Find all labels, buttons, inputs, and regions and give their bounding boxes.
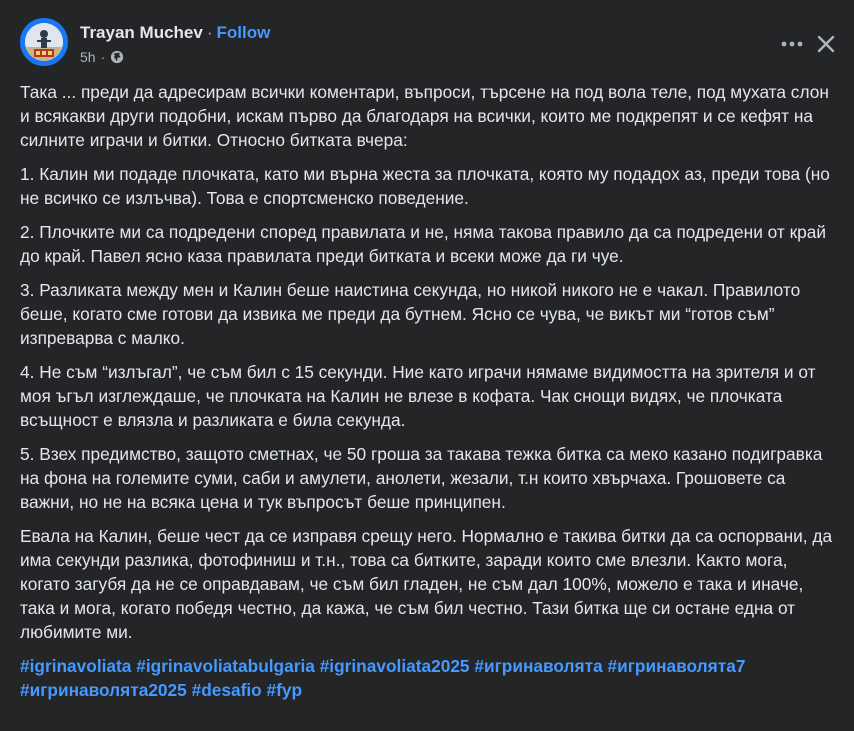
post-meta (80, 48, 124, 66)
author-separator: · (206, 23, 213, 42)
post-paragraph: Евала на Калин, беше чест да се изправя срещу него. Нормално е такива битки да са оспорвани, да има секунди разлика, фотофиниш и т.н., това са битките, заради които сме влезли. Както мога, когато загубя да не се оправдавам, че съм бил гладен, не съм дал 100%, можело е така и иначе, така и мога, когато победя честно, да кажа, че съм бил честно. Тази битка ще си остане една от любимите ми. (20, 526, 833, 642)
post-timestamp[interactable]: 5h (80, 49, 96, 65)
author-name[interactable]: Trayan Muchev (80, 23, 203, 42)
more-options-button[interactable] (774, 28, 810, 60)
hashtag-link[interactable]: #igrinavoliata (20, 656, 132, 676)
hashtag-link[interactable]: #fyp (266, 680, 303, 700)
hashtag-link[interactable]: #igrinavoliata2025 (319, 656, 470, 676)
post-paragraph: 4. Не съм “излъгал”, че съм бил с 15 секунди. Ние като играчи нямаме видимостта на зрителя и от моя ъгъл изглеждаше, че плочката на Калин не влезе в кофата. Чак снощи видях, че плочката всъщност е влязла и разликата е била секунда. (20, 362, 816, 430)
close-button[interactable] (808, 26, 844, 62)
hashtag-list (20, 654, 836, 702)
avatar-image (25, 23, 63, 61)
post-text (20, 80, 836, 702)
post-paragraph: 2. Плочките ми са подредени според правилата и не, няма такова правило да са подредени от край до край. Павел ясно каза правилата преди битката и всеки може да ги чуе. (20, 222, 827, 266)
avatar[interactable] (20, 18, 68, 66)
more-dots-icon (781, 41, 803, 47)
post-paragraph: 5. Взех предимство, защото сметнах, че 50 гроша за такава тежка битка са меко казано подигравка на фона на големите суми, саби и амулети, анолети, жезали, т.н които хвърчаха. Грошовете са важни, но не на всяка цена и тук въпросът беше принципен. (20, 444, 823, 512)
meta-separator: · (100, 49, 106, 65)
avatar-picture (25, 23, 63, 61)
hashtag-link[interactable]: #игринаволята2025 (20, 680, 187, 700)
author-line (80, 22, 270, 44)
post-paragraph: Така ... преди да адресирам всички коментари, въпроси, търсене на под вола теле, под мухата слон и всякакви други подобни, искам първо да благодаря на всички, които ме подкрепят и се кефят на силните играчи и битки. Относно битката вчера: (20, 82, 829, 150)
follow-button[interactable]: Follow (216, 23, 271, 42)
hashtag-link[interactable]: #игринаволята (474, 656, 603, 676)
close-icon (816, 34, 836, 54)
hashtag-link[interactable]: #игринаволята7 (607, 656, 746, 676)
globe-icon[interactable] (110, 50, 124, 64)
post-header (20, 18, 834, 70)
post-paragraph: 1. Калин ми подаде плочката, като ми върна жеста за плочката, която му подадох аз, преди това (но не всичко се излъчва). Това е спортсменско поведение. (20, 164, 830, 208)
post-paragraph: 3. Разликата между мен и Калин беше наистина секунда, но никой никого не е чакал. Правилото беше, когато сме готови да извика ме преди да бутнем. Ясно се чува, че викът ми “готов съм” изпреварва с малко. (20, 280, 801, 348)
hashtag-link[interactable]: #desafio (191, 680, 262, 700)
hashtag-link[interactable]: #igrinavoliatabulgaria (136, 656, 315, 676)
